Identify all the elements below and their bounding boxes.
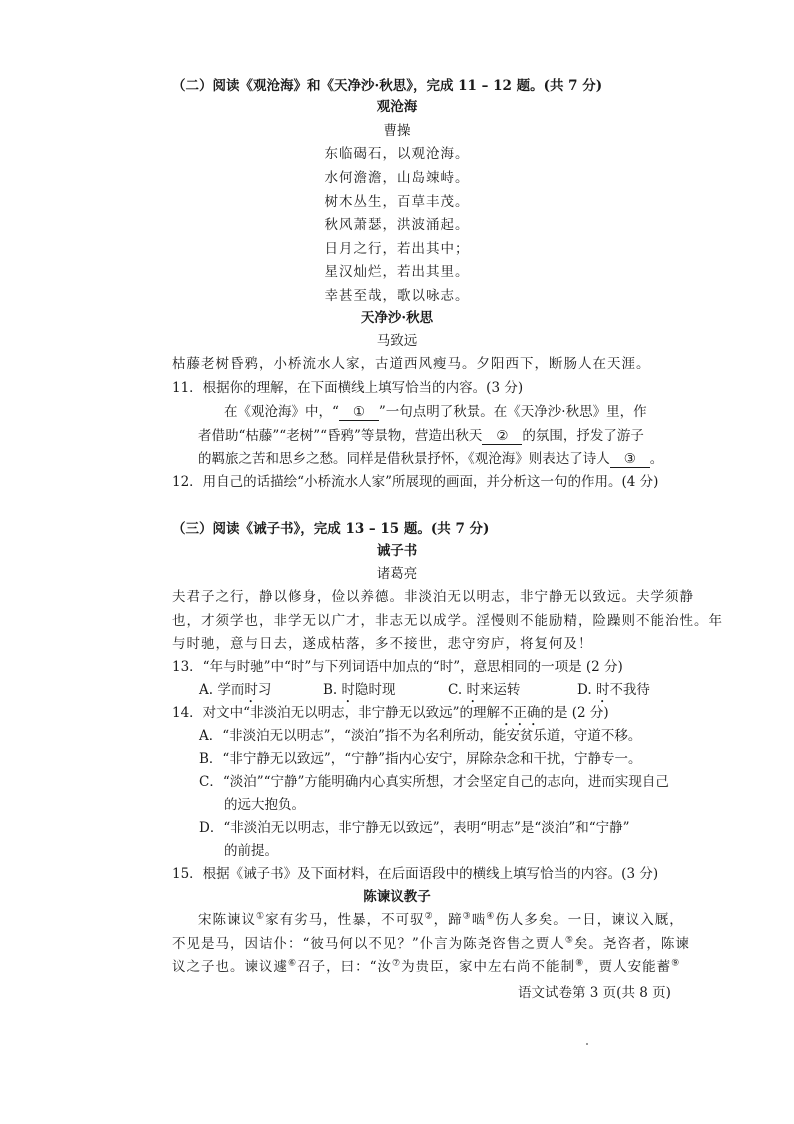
footnote-mark: ⑨ <box>671 958 681 969</box>
material-text: 宋陈谏议 <box>198 912 256 928</box>
footnote-mark: ① <box>256 911 266 922</box>
q13-text: 时 <box>290 659 305 675</box>
footnote-mark: ⑦ <box>391 958 402 969</box>
passage-author: 诸葛亮 <box>376 566 418 582</box>
passage-line: 也，才须学也，非学无以广才，非志无以成学。淫慢则不能励精，险躁则不能治性。年 <box>172 613 723 629</box>
footnote-mark: ⑧ <box>575 958 585 969</box>
q13-stem <box>172 657 623 677</box>
dotted-char: 时 <box>466 682 480 698</box>
q14-option-a[interactable]: A．“非淡泊无以明志”，“淡泊”指不为名利所动，能安贫乐道，守道不移。 <box>199 728 642 744</box>
q11-line3 <box>198 449 663 469</box>
material-title: 陈谏议教子 <box>363 889 431 905</box>
q11-text: ”一句点明了秋景。在《天净沙·秋思》里，作 <box>378 404 647 420</box>
q11-line1 <box>224 402 647 422</box>
material-line-1 <box>198 910 684 930</box>
poem2-text: 枯藤老树昏鸦，小桥流水人家，古道西风瘦马。夕阳西下，断肠人在天涯。 <box>172 356 651 372</box>
poem2-author: 马致远 <box>376 333 418 349</box>
poem1-line: 水何澹澹，山岛竦峙。 <box>324 170 470 186</box>
q14-option-d-cont: 的前提。 <box>224 843 278 859</box>
q11-text: 者借助“枯藤”“老树”“昏鸦”等景物，营造出秋天 <box>198 428 483 444</box>
q11-text: 的氛围，抒发了游子 <box>522 428 644 444</box>
q15-stem: 15．根据《诫子书》及下面材料，在后面语段中的横线上填写恰当的内容。(3 分) <box>172 866 659 882</box>
material-line-3 <box>172 957 680 977</box>
dotted-text: 不正确 <box>499 705 541 721</box>
poem1-line: 树木丛生，百草丰茂。 <box>324 194 470 210</box>
poem1-line: 东临碣石，以观沧海。 <box>324 146 470 162</box>
dotted-char: 时 <box>595 682 610 698</box>
poem2-title: 天净沙·秋思 <box>360 310 434 326</box>
poem1-line: 幸甚至哉，歌以咏志。 <box>324 288 470 304</box>
poem1-author: 曹操 <box>383 123 411 139</box>
material-text: ，贾人安能蓄 <box>584 959 672 975</box>
passage-title: 诫子书 <box>376 543 418 559</box>
passage-line: 夫君子之行，静以修身，俭以养德。非淡泊无以明志，非宁静无以致远。夫学须静 <box>172 589 694 605</box>
q14-option-c[interactable]: C．“淡泊”“宁静”方能明确内心真实所想，才会坚定自己的志向，进而实现自己 <box>199 774 669 790</box>
footnote-mark: ③ <box>462 911 472 922</box>
option-label: B. <box>323 682 338 698</box>
poem1-title: 观沧海 <box>376 99 418 115</box>
option-text: 隐时现 <box>355 682 396 698</box>
option-text: 来运转 <box>479 682 521 698</box>
material-text: 家有劣马，性暴，不可驭 <box>265 912 425 928</box>
q11-text: 的羁旅之苦和思乡之愁。同样是借秋景抒怀，《观沧海》则表达了诗人 <box>198 451 610 467</box>
dotted-char: 时 <box>244 682 258 698</box>
material-text: 啮 <box>471 912 487 928</box>
q14-option-b[interactable]: B．“非宁静无以致远”，“宁静”指内心安宁，屏除杂念和干扰，宁静专一。 <box>199 751 642 767</box>
option-text: 不我待 <box>609 682 650 698</box>
footnote-mark: ⑤ <box>564 935 574 946</box>
material-text: 召子，曰：“汝 <box>297 959 392 975</box>
footnote-mark: ⑥ <box>288 958 298 969</box>
poem1-line: 日月之行，若出其中； <box>324 241 470 257</box>
q11-line2 <box>198 426 644 446</box>
option-label: A. <box>199 682 214 698</box>
q11-stem: 11．根据你的理解，在下面横线上填写恰当的内容。(3 分) <box>172 380 524 396</box>
section-3-header: （三）阅读《诫子书》，完成 13 – 15 题。(共 7 分) <box>172 521 490 537</box>
material-text: 矣。尧咨者，陈谏 <box>573 936 690 952</box>
dotted-char: 时 <box>341 682 356 698</box>
option-label: C. <box>448 682 463 698</box>
option-text: 学而 <box>217 682 245 698</box>
q14-text: 14．对文中“非淡泊无以明志，非宁静无以致远”的理解 <box>172 705 500 721</box>
q12-stem: 12．用自己的话描绘“小桥流水人家”所展现的画面，并分析这一句的作用。(4 分) <box>172 474 659 490</box>
material-text: 伤人多矣。一日，谏议入厩， <box>495 912 684 928</box>
poem1-line: 秋风萧瑟，洪波涌起。 <box>324 217 470 233</box>
material-text: 议之子也。谏议遽 <box>172 959 288 975</box>
q11-text: 在《观沧海》中，“ <box>224 404 339 420</box>
footnote-mark: ④ <box>486 911 496 922</box>
poem1-line: 星汉灿烂，若出其里。 <box>324 264 470 280</box>
material-text: ，蹄 <box>433 912 463 928</box>
material-text: 为贵臣，家中左右尚不能制 <box>401 959 576 975</box>
q11-blank-2[interactable]: ② <box>482 428 522 445</box>
footnote-mark: ② <box>424 911 434 922</box>
q11-blank-3[interactable]: ③ <box>610 451 650 468</box>
option-text: 习 <box>257 682 272 698</box>
q11-text: 。 <box>649 451 664 467</box>
page-footer: 语文试卷第 3 页(共 8 页) <box>518 985 671 1001</box>
q13-text: 13．“年与时驰”中“ <box>172 659 291 675</box>
material-text: 不见是马，因诘仆：“彼马何以不见？”仆言为陈尧咨售之贾人 <box>172 936 565 952</box>
section-2-header: （二）阅读《观沧海》和《天净沙·秋思》，完成 11 – 12 题。(共 7 分) <box>172 78 603 94</box>
q13-text: ”与下列词语中加点的“时”，意思相同的一项是 (2 分) <box>304 659 623 675</box>
q11-blank-1[interactable]: ① <box>339 404 379 421</box>
option-label: D. <box>577 682 592 698</box>
q14-option-d[interactable]: D．“非淡泊无以明志，非宁静无以致远”，表明“明志”是“淡泊”和“宁静” <box>199 820 630 836</box>
material-line-2 <box>172 934 690 954</box>
scan-speck <box>586 1043 588 1045</box>
q14-text: 的是 (2 分) <box>540 705 609 721</box>
passage-line: 与时驰，意与日去，遂成枯落，多不接世，悲守穷庐，将复何及！ <box>172 636 593 652</box>
q14-option-c-cont: 的远大抱负。 <box>224 797 305 813</box>
